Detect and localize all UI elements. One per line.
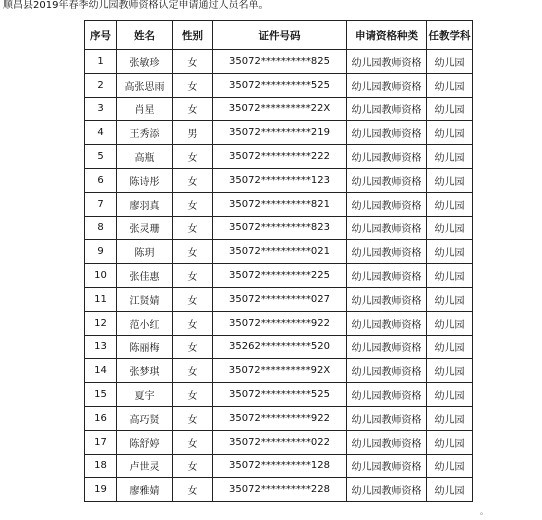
cell-gender: 女 xyxy=(173,192,213,216)
cell-gender: 女 xyxy=(173,359,213,383)
cell-index: 2 xyxy=(85,73,117,97)
table-row xyxy=(85,454,473,478)
cell-id-number: 35072**********525 xyxy=(213,383,347,407)
cell-qualification-type: 幼儿园教师资格 xyxy=(347,264,427,288)
cell-subject: 幼儿园 xyxy=(427,454,473,478)
cell-qualification-type: 幼儿园教师资格 xyxy=(347,168,427,192)
cell-id-number: 35072**********225 xyxy=(213,264,347,288)
cell-name: 廖羽真 xyxy=(117,192,173,216)
table-header-row xyxy=(85,21,473,50)
cell-qualification-type: 幼儿园教师资格 xyxy=(347,240,427,264)
cell-index: 7 xyxy=(85,192,117,216)
cell-subject: 幼儿园 xyxy=(427,383,473,407)
cell-index: 11 xyxy=(85,287,117,311)
cell-index: 5 xyxy=(85,145,117,169)
table-row xyxy=(85,430,473,454)
table-row xyxy=(85,73,473,97)
cell-index: 17 xyxy=(85,430,117,454)
header-index: 序号 xyxy=(85,21,117,50)
cell-gender: 女 xyxy=(173,406,213,430)
cell-subject: 幼儿园 xyxy=(427,192,473,216)
cell-name: 江贤婧 xyxy=(117,287,173,311)
cell-id-number: 35072**********525 xyxy=(213,73,347,97)
cell-index: 12 xyxy=(85,311,117,335)
cell-name: 张敏珍 xyxy=(117,50,173,74)
cell-qualification-type: 幼儿园教师资格 xyxy=(347,359,427,383)
cell-qualification-type: 幼儿园教师资格 xyxy=(347,287,427,311)
cell-subject: 幼儿园 xyxy=(427,430,473,454)
cell-qualification-type: 幼儿园教师资格 xyxy=(347,121,427,145)
table-row xyxy=(85,216,473,240)
page-title: 顺昌县2019年春季幼儿园教师资格认定申请通过人员名单。 xyxy=(3,0,269,11)
cell-qualification-type: 幼儿园教师资格 xyxy=(347,478,427,502)
table-row xyxy=(85,50,473,74)
cell-gender: 女 xyxy=(173,240,213,264)
cell-gender: 女 xyxy=(173,454,213,478)
cell-name: 高巧贤 xyxy=(117,406,173,430)
cell-gender: 女 xyxy=(173,311,213,335)
table-row xyxy=(85,406,473,430)
cell-index: 15 xyxy=(85,383,117,407)
cell-index: 3 xyxy=(85,97,117,121)
table-row xyxy=(85,97,473,121)
cell-id-number: 35072**********027 xyxy=(213,287,347,311)
table-row xyxy=(85,287,473,311)
table-row xyxy=(85,192,473,216)
cell-index: 8 xyxy=(85,216,117,240)
cell-qualification-type: 幼儿园教师资格 xyxy=(347,192,427,216)
cell-index: 6 xyxy=(85,168,117,192)
cell-id-number: 35072**********128 xyxy=(213,454,347,478)
cell-gender: 女 xyxy=(173,97,213,121)
cell-name: 陈丽梅 xyxy=(117,335,173,359)
cell-qualification-type: 幼儿园教师资格 xyxy=(347,73,427,97)
cell-name: 王秀添 xyxy=(117,121,173,145)
cell-index: 1 xyxy=(85,50,117,74)
table-row xyxy=(85,311,473,335)
cell-subject: 幼儿园 xyxy=(427,97,473,121)
cell-id-number: 35072**********123 xyxy=(213,168,347,192)
table-row xyxy=(85,359,473,383)
header-qualification-type: 申请资格种类 xyxy=(347,21,427,50)
cell-subject: 幼儿园 xyxy=(427,406,473,430)
cell-qualification-type: 幼儿园教师资格 xyxy=(347,50,427,74)
cell-gender: 男 xyxy=(173,121,213,145)
cell-name: 陈舒婷 xyxy=(117,430,173,454)
cell-id-number: 35072**********922 xyxy=(213,311,347,335)
cell-gender: 女 xyxy=(173,73,213,97)
table-row xyxy=(85,168,473,192)
cell-gender: 女 xyxy=(173,383,213,407)
cell-name: 夏宇 xyxy=(117,383,173,407)
header-id-number: 证件号码 xyxy=(213,21,347,50)
cell-gender: 女 xyxy=(173,50,213,74)
table-row xyxy=(85,240,473,264)
cell-index: 16 xyxy=(85,406,117,430)
cell-index: 14 xyxy=(85,359,117,383)
cell-name: 廖雅婧 xyxy=(117,478,173,502)
cell-gender: 女 xyxy=(173,287,213,311)
table-row xyxy=(85,121,473,145)
header-name: 姓名 xyxy=(117,21,173,50)
table-body xyxy=(85,50,473,502)
cell-name: 肖星 xyxy=(117,97,173,121)
cell-qualification-type: 幼儿园教师资格 xyxy=(347,97,427,121)
cell-name: 张灵珊 xyxy=(117,216,173,240)
cell-id-number: 35072**********92X xyxy=(213,359,347,383)
cell-qualification-type: 幼儿园教师资格 xyxy=(347,383,427,407)
cell-name: 高张思雨 xyxy=(117,73,173,97)
cell-gender: 女 xyxy=(173,216,213,240)
cell-index: 18 xyxy=(85,454,117,478)
cell-id-number: 35072**********825 xyxy=(213,50,347,74)
table-row xyxy=(85,264,473,288)
cell-gender: 女 xyxy=(173,264,213,288)
roster-table xyxy=(84,20,473,502)
cell-id-number: 35262**********520 xyxy=(213,335,347,359)
cell-name: 陈诗彤 xyxy=(117,168,173,192)
cell-subject: 幼儿园 xyxy=(427,216,473,240)
cell-name: 张梦琪 xyxy=(117,359,173,383)
cell-qualification-type: 幼儿园教师资格 xyxy=(347,216,427,240)
cell-subject: 幼儿园 xyxy=(427,264,473,288)
cell-id-number: 35072**********823 xyxy=(213,216,347,240)
cell-gender: 女 xyxy=(173,145,213,169)
cell-index: 13 xyxy=(85,335,117,359)
cell-subject: 幼儿园 xyxy=(427,240,473,264)
cell-name: 张佳惠 xyxy=(117,264,173,288)
table-row xyxy=(85,335,473,359)
cell-gender: 女 xyxy=(173,478,213,502)
table-row xyxy=(85,383,473,407)
header-subject: 任教学科 xyxy=(427,21,473,50)
cell-qualification-type: 幼儿园教师资格 xyxy=(347,311,427,335)
cell-qualification-type: 幼儿园教师资格 xyxy=(347,406,427,430)
cell-subject: 幼儿园 xyxy=(427,287,473,311)
cell-gender: 女 xyxy=(173,335,213,359)
table-row xyxy=(85,145,473,169)
cell-gender: 女 xyxy=(173,430,213,454)
cell-id-number: 35072**********222 xyxy=(213,145,347,169)
cell-gender: 女 xyxy=(173,168,213,192)
cell-qualification-type: 幼儿园教师资格 xyxy=(347,430,427,454)
cell-qualification-type: 幼儿园教师资格 xyxy=(347,145,427,169)
table-row xyxy=(85,478,473,502)
cell-index: 4 xyxy=(85,121,117,145)
cell-subject: 幼儿园 xyxy=(427,50,473,74)
cell-id-number: 35072**********219 xyxy=(213,121,347,145)
cell-name: 陈玥 xyxy=(117,240,173,264)
cell-id-number: 35072**********922 xyxy=(213,406,347,430)
cell-id-number: 35072**********021 xyxy=(213,240,347,264)
cell-qualification-type: 幼儿园教师资格 xyxy=(347,335,427,359)
corner-mark: 。 xyxy=(480,507,488,516)
cell-index: 9 xyxy=(85,240,117,264)
cell-name: 范小红 xyxy=(117,311,173,335)
cell-id-number: 35072**********821 xyxy=(213,192,347,216)
cell-name: 高瓶 xyxy=(117,145,173,169)
header-gender: 性别 xyxy=(173,21,213,50)
cell-subject: 幼儿园 xyxy=(427,311,473,335)
cell-subject: 幼儿园 xyxy=(427,168,473,192)
cell-id-number: 35072**********022 xyxy=(213,430,347,454)
cell-subject: 幼儿园 xyxy=(427,145,473,169)
cell-index: 10 xyxy=(85,264,117,288)
cell-id-number: 35072**********22X xyxy=(213,97,347,121)
cell-subject: 幼儿园 xyxy=(427,478,473,502)
cell-subject: 幼儿园 xyxy=(427,121,473,145)
cell-subject: 幼儿园 xyxy=(427,335,473,359)
cell-subject: 幼儿园 xyxy=(427,73,473,97)
cell-id-number: 35072**********228 xyxy=(213,478,347,502)
cell-index: 19 xyxy=(85,478,117,502)
cell-qualification-type: 幼儿园教师资格 xyxy=(347,454,427,478)
cell-name: 卢世灵 xyxy=(117,454,173,478)
cell-subject: 幼儿园 xyxy=(427,359,473,383)
